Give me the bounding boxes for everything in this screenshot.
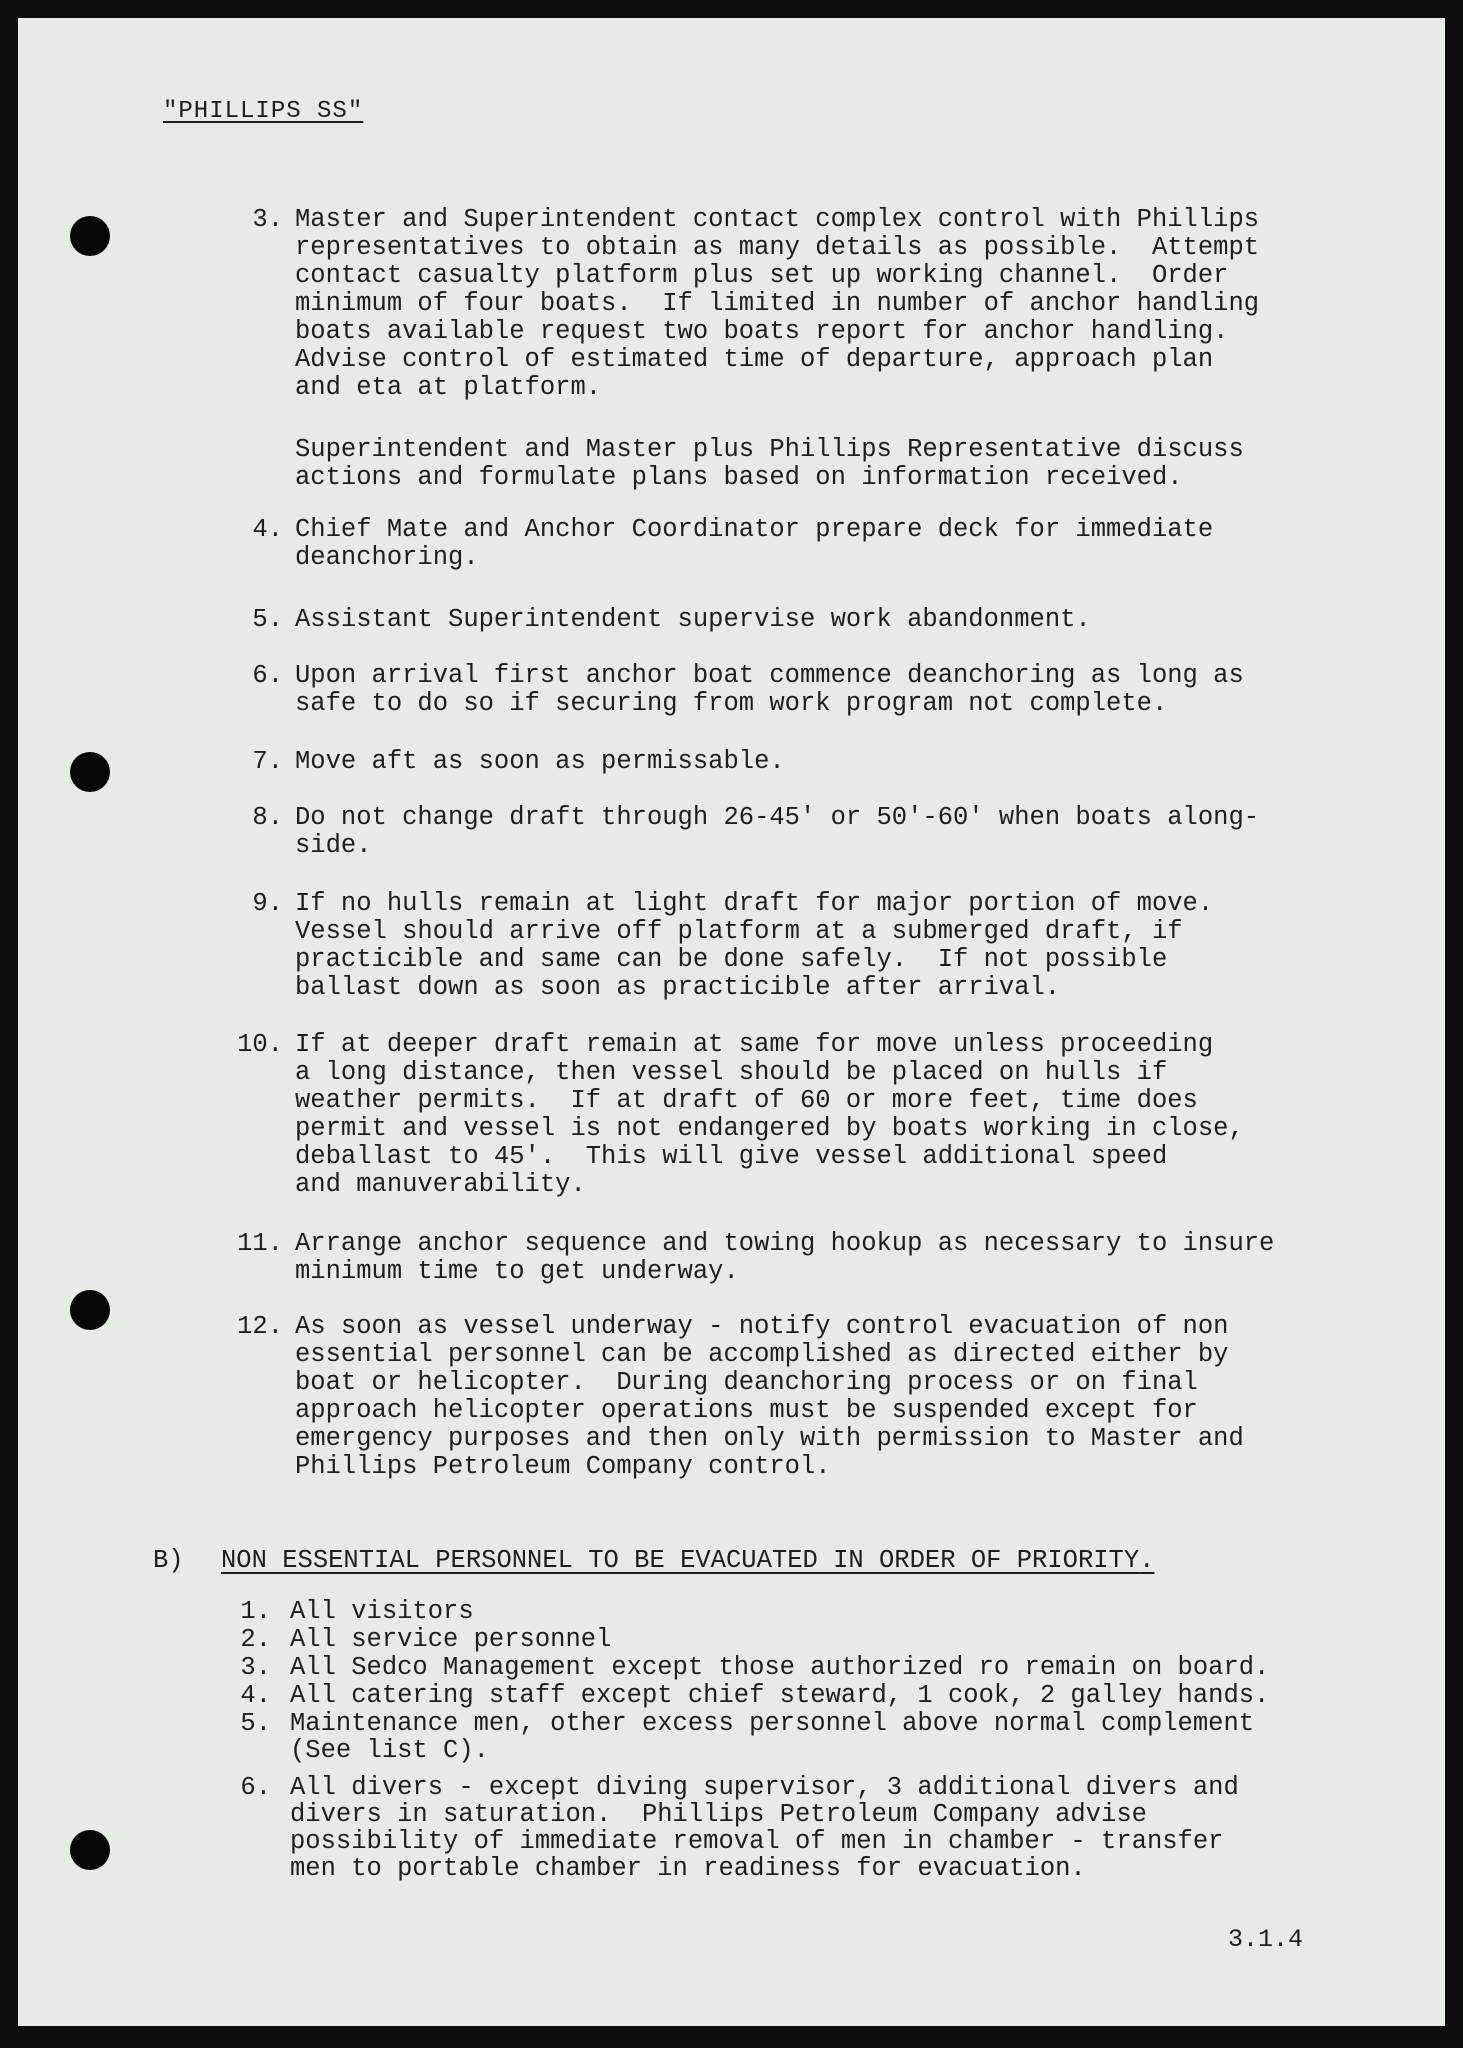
section-letter: B) [153, 1546, 184, 1575]
item-text-line: side. [295, 831, 372, 860]
item-text-line: contact casualty platform plus set up working channel. Order [295, 261, 1229, 290]
item-number: 4. [240, 1681, 271, 1710]
item-number: 10. [237, 1030, 283, 1059]
item-text-line: deanchoring. [295, 543, 479, 572]
item-text-line: All service personnel [290, 1625, 612, 1654]
item-text-line: minimum time to get underway. [295, 1257, 739, 1286]
item-text-line: and manuverability. [295, 1170, 586, 1199]
item-number: 5. [240, 1709, 271, 1738]
item-text-line: divers in saturation. Phillips Petroleum Company advise [290, 1800, 1147, 1829]
item-text-line: and eta at platform. [295, 373, 602, 402]
document-page [18, 18, 1445, 2026]
item-number: 11. [237, 1229, 283, 1258]
item-text-line: Vessel should arrive off platform at a submerged draft, if [295, 917, 1183, 946]
item-text-line: approach helicopter operations must be suspended except for [295, 1396, 1198, 1425]
punch-hole [70, 752, 110, 792]
item-text-line: Assistant Superintendent supervise work abandonment. [295, 605, 1091, 634]
item-number: 6. [240, 1773, 271, 1802]
item-text-line: boat or helicopter. During deanchoring process or on final [295, 1368, 1198, 1397]
item-text-line: All Sedco Management except those authorized ro remain on board. [290, 1653, 1270, 1682]
item-text-line: deballast to 45'. This will give vessel additional speed [295, 1142, 1168, 1171]
item-number: 1. [240, 1597, 271, 1626]
item-text-line: If no hulls remain at light draft for major portion of move. [295, 889, 1214, 918]
item-text-line: Superintendent and Master plus Phillips Representative discuss [295, 435, 1244, 464]
item-number: 3. [252, 205, 283, 234]
item-text-line: Do not change draft through 26-45' or 50'-60' when boats along- [295, 803, 1260, 832]
item-text-line: weather permits. If at draft of 60 or more feet, time does [295, 1086, 1198, 1115]
item-text-line: As soon as vessel underway - notify control evacuation of non [295, 1312, 1229, 1341]
item-text-line: Maintenance men, other excess personnel above normal complement [290, 1709, 1255, 1738]
punch-hole [70, 216, 110, 256]
item-number: 3. [240, 1653, 271, 1682]
header-title: "PHILLIPS SS" [163, 98, 364, 125]
item-text-line: All visitors [290, 1597, 474, 1626]
item-text-line: ballast down as soon as practicible after arrival. [295, 973, 1061, 1002]
item-text-line: boats available request two boats report for anchor handling. [295, 317, 1229, 346]
item-text-line: emergency purposes and then only with permission to Master and [295, 1424, 1244, 1453]
item-text-line: safe to do so if securing from work program not complete. [295, 689, 1168, 718]
item-text-line: (See list C). [290, 1736, 489, 1765]
item-number: 2. [240, 1625, 271, 1654]
item-text-line: a long distance, then vessel should be placed on hulls if [295, 1058, 1168, 1087]
punch-hole [70, 1830, 110, 1870]
item-text-line: permit and vessel is not endangered by boats working in close, [295, 1114, 1244, 1143]
item-text-line: essential personnel can be accomplished as directed either by [295, 1340, 1229, 1369]
item-text-line: Chief Mate and Anchor Coordinator prepare deck for immediate [295, 515, 1214, 544]
item-text-line: men to portable chamber in readiness for evacuation. [290, 1854, 1086, 1883]
item-text-line: Phillips Petroleum Company control. [295, 1452, 831, 1481]
item-text-line: Move aft as soon as permissable. [295, 747, 785, 776]
item-text-line: All catering staff except chief steward, 1 cook, 2 galley hands. [290, 1681, 1270, 1710]
item-text-line: minimum of four boats. If limited in number of anchor handling [295, 289, 1260, 318]
item-text-line: Advise control of estimated time of departure, approach plan [295, 345, 1214, 374]
item-text-line: possibility of immediate removal of men in chamber - transfer [290, 1827, 1224, 1856]
item-number: 5. [252, 605, 283, 634]
document-header [163, 98, 363, 125]
item-number: 4. [252, 515, 283, 544]
item-text-line: actions and formulate plans based on information received. [295, 463, 1183, 492]
item-number: 9. [252, 889, 283, 918]
item-text-line: All divers - except diving supervisor, 3 additional divers and [290, 1773, 1239, 1802]
item-text-line: If at deeper draft remain at same for move unless proceeding [295, 1030, 1214, 1059]
item-text-line: representatives to obtain as many details as possible. Attempt [295, 233, 1260, 262]
item-text-line: Upon arrival first anchor boat commence deanchoring as long as [295, 661, 1244, 690]
item-number: 7. [252, 747, 283, 776]
section-title: NON ESSENTIAL PERSONNEL TO BE EVACUATED IN ORDER OF PRIORITY. [221, 1546, 1155, 1575]
item-text-line: practicible and same can be done safely. If not possible [295, 945, 1168, 974]
item-number: 8. [252, 803, 283, 832]
item-number: 12. [237, 1312, 283, 1341]
punch-hole [70, 1290, 110, 1330]
item-number: 6. [252, 661, 283, 690]
page-number: 3.1.4 [1228, 1925, 1304, 1954]
item-text-line: Master and Superintendent contact complex control with Phillips [295, 205, 1260, 234]
item-text-line: Arrange anchor sequence and towing hookup as necessary to insure [295, 1229, 1275, 1258]
